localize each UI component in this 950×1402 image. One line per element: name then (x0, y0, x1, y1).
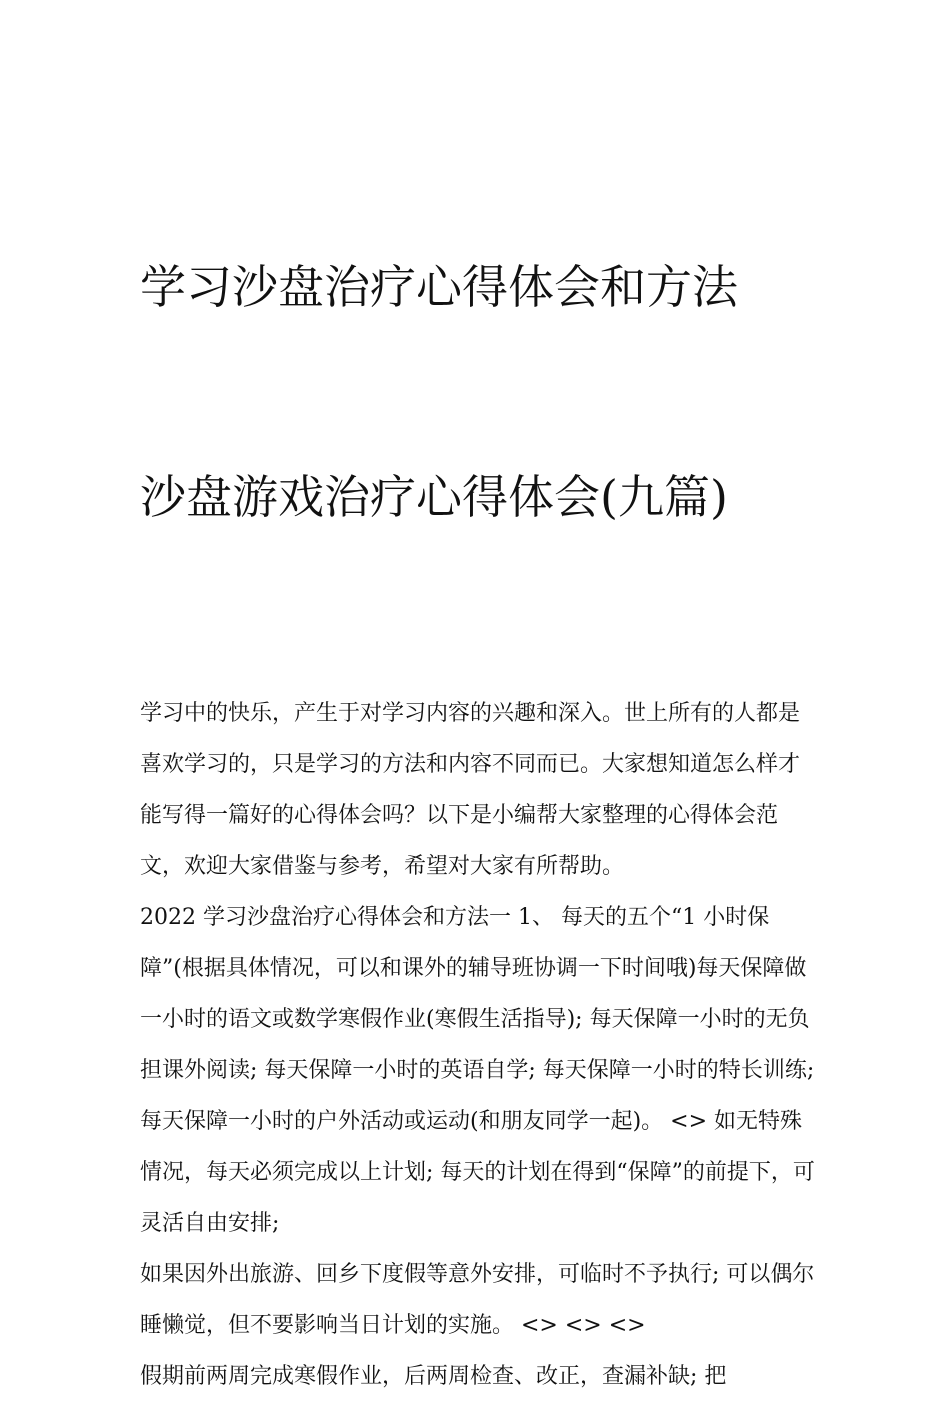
paragraph-outdoor-activity: 每天保障一小时的户外活动或运动(和朋友同学一起)。 <> 如无特殊情况，每天必须完成以上计划; 每天的计划在得到“保障”的前提下，可灵活自由安排; (140, 1109, 815, 1236)
paragraph-intro: 学习中的快乐，产生于对学习内容的兴趣和深入。世上所有的人都是喜欢学习的，只是学习的方法和内容不同而已。大家想知道怎么样才能写得一篇好的心得体会吗？以下是小编帮大家整理的心得体会范文，欢迎大家借鉴与参考，希望对大家有所帮助。 (140, 701, 801, 879)
document-page (140, 112, 820, 1402)
title-line-2: 沙盘游戏治疗心得体会(九篇) (140, 470, 728, 524)
paragraph-daily-hours: 2022 学习沙盘治疗心得体会和方法一 1、 每天的五个“1 小时保障”(根据具体情况，可以和课外的辅导班协调一下时间哦)每天保障做一小时的语文或数学寒假作业(寒假生活指导); 每天保障一小时的无负担课外阅读; 每天保障一小时的英语自学; 每天保障一小时的特长训练; (140, 905, 815, 1083)
document-title (140, 112, 820, 672)
paragraph-travel-exception: 如果因外出旅游、回乡下度假等意外安排，可临时不予执行; 可以偶尔睡懒觉，但不要影响当日计划的实施。 <> <> <> (140, 1262, 815, 1338)
title-line-1: 学习沙盘治疗心得体会和方法 (140, 260, 738, 314)
paragraph-homework-schedule: 假期前两周完成寒假作业，后两周检查、改正，查漏补缺; 把 (140, 1364, 727, 1389)
